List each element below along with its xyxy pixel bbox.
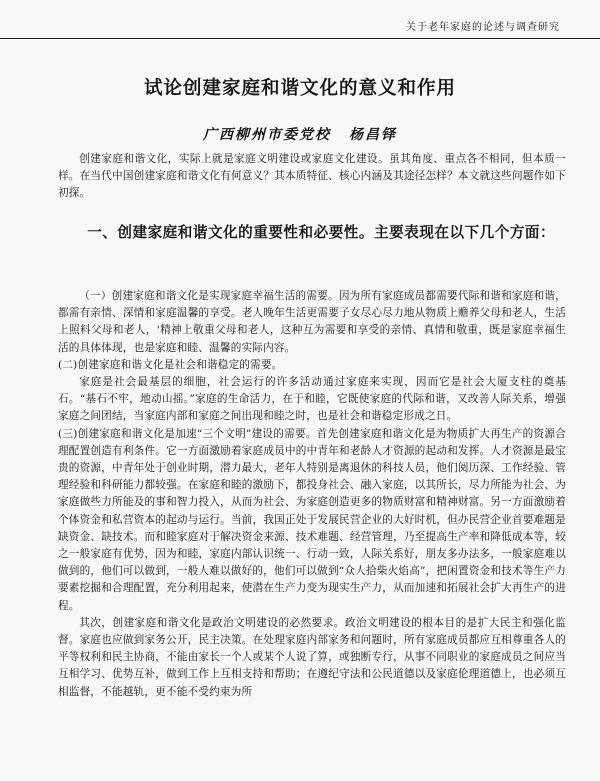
- running-head-text: 关于老年家庭的论述与调查研究: [406, 22, 560, 33]
- paragraph-1: （一）创建家庭和谐文化是实现家庭幸福生活的需要。因为所有家庭成员都需要代际和谐和家庭和谐，都需有亲情、深情和家庭温馨的享受。老人晚年生活更需要子女尽心尽力地从物质上赡养父母和老人，生活上照料父母和老人，'精神上敬重父母和老人，这种互为需要和享受的亲情、真情和敬重，既是家庭幸福生活的具体体现，也是家庭和睦、温馨的实际内容。: [58, 290, 566, 354]
- paragraph-2: (二)创建家庭和谐文化是社会和谐稳定的需要。: [58, 358, 283, 371]
- author-line: [0, 124, 600, 144]
- intro-paragraph: 创建家庭和谐文化，实际上就是家庭文明建设或家庭文化建设。虽其角度、重点各不相同，但本质一样。在当代中国创建家庭和谐文化有何意义？其本质特征、核心内涵及其途径怎样？本文就这些问题作如下初探。: [58, 153, 566, 200]
- author-affiliation: 广西柳州市委党校: [203, 127, 331, 143]
- paragraph-3: 家庭是社会最基层的细胞，社会运行的许多活动通过家庭来实现，因而它是社会大厦支柱的奠基石。“基石不牢，地动山摇。”家庭的生命活力，在于和睦，它既使家庭的代际和谐，又改善人际关系，增强家庭之间团结，当家庭内部和家庭之间出现和睦之时，也是社会和谐稳定形成之日。: [58, 376, 566, 423]
- running-header: [0, 0, 600, 39]
- main-text: [58, 288, 566, 701]
- intro-block: [58, 151, 566, 203]
- section-heading: 一、创建家庭和谐文化的重要性和必要性。主要表现在以下几个方面：: [87, 224, 556, 241]
- paragraph-5: 其次，创建家庭和谐文化是政治文明建设的必然要求。政治文明建设的根本目的是扩大民主和强化监督。家庭也应做到家务公开，民主决策。在处理家庭内部家务和问题时，所有家庭成员都应互相尊重各人的平等权利和民主协商，不能由家长一个人或某个人说了算，或独断专行，从事不同职业的家庭成员之间应当互相学习、优势互补，做到工作上互相支持和帮助；在遵纪守法和公民道德以及家庭伦理道德上，也必须互相监督，不能越轨，更不能不受约束为所: [58, 616, 566, 698]
- page-title: 试论创建家庭和谐文化的意义和作用: [143, 78, 456, 99]
- author-name: 杨昌铎: [349, 127, 397, 143]
- paragraph-4: (三)创建家庭和谐文化是加速“三个文明”建设的需要。首先创建家庭和谐文化是为物质扩大再生产的资源合理配置创造有利条件。它一方面激励着家庭成员中的中青年和老龄人才资源的起动和发挥。人才资源是最宝贵的资源，中青年处于创业时期，潜力最大，老年人特别是离退休的科技人员，他们阅历深、工作经验、管理经验和科研能力都较强。在家庭和睦的激励下，都投身社会、融入家庭，以其所长，尽力所能为社会、为家庭做些力所能及的事和智力投入，从而为社会、为家庭创造更多的物质财富和精神财富。另一方面激励着个体资金和私营资本的起动与运行。当前，我国正处于发展民营企业的大好时机，但办民营企业首要难题是缺资金、缺技术。而和睦家庭对于解决资金来源、技术难题、经营管理，乃至提高生产率和降低成本等，较之一般家庭有优势，因为和睦，家庭内部认识统一、行动一致，人际关系好，朋友多办法多，一般家庭难以做到的，他们可以做到，一般人难以做好的，他们可以做到“众人拾柴火焰高”，把闲置资金和技术等生产力要素挖掘和合理配置，充分利用起来，使潜在生产力变为现实生产力，从而加速和拓展社会扩大再生产的进程。: [58, 427, 566, 612]
